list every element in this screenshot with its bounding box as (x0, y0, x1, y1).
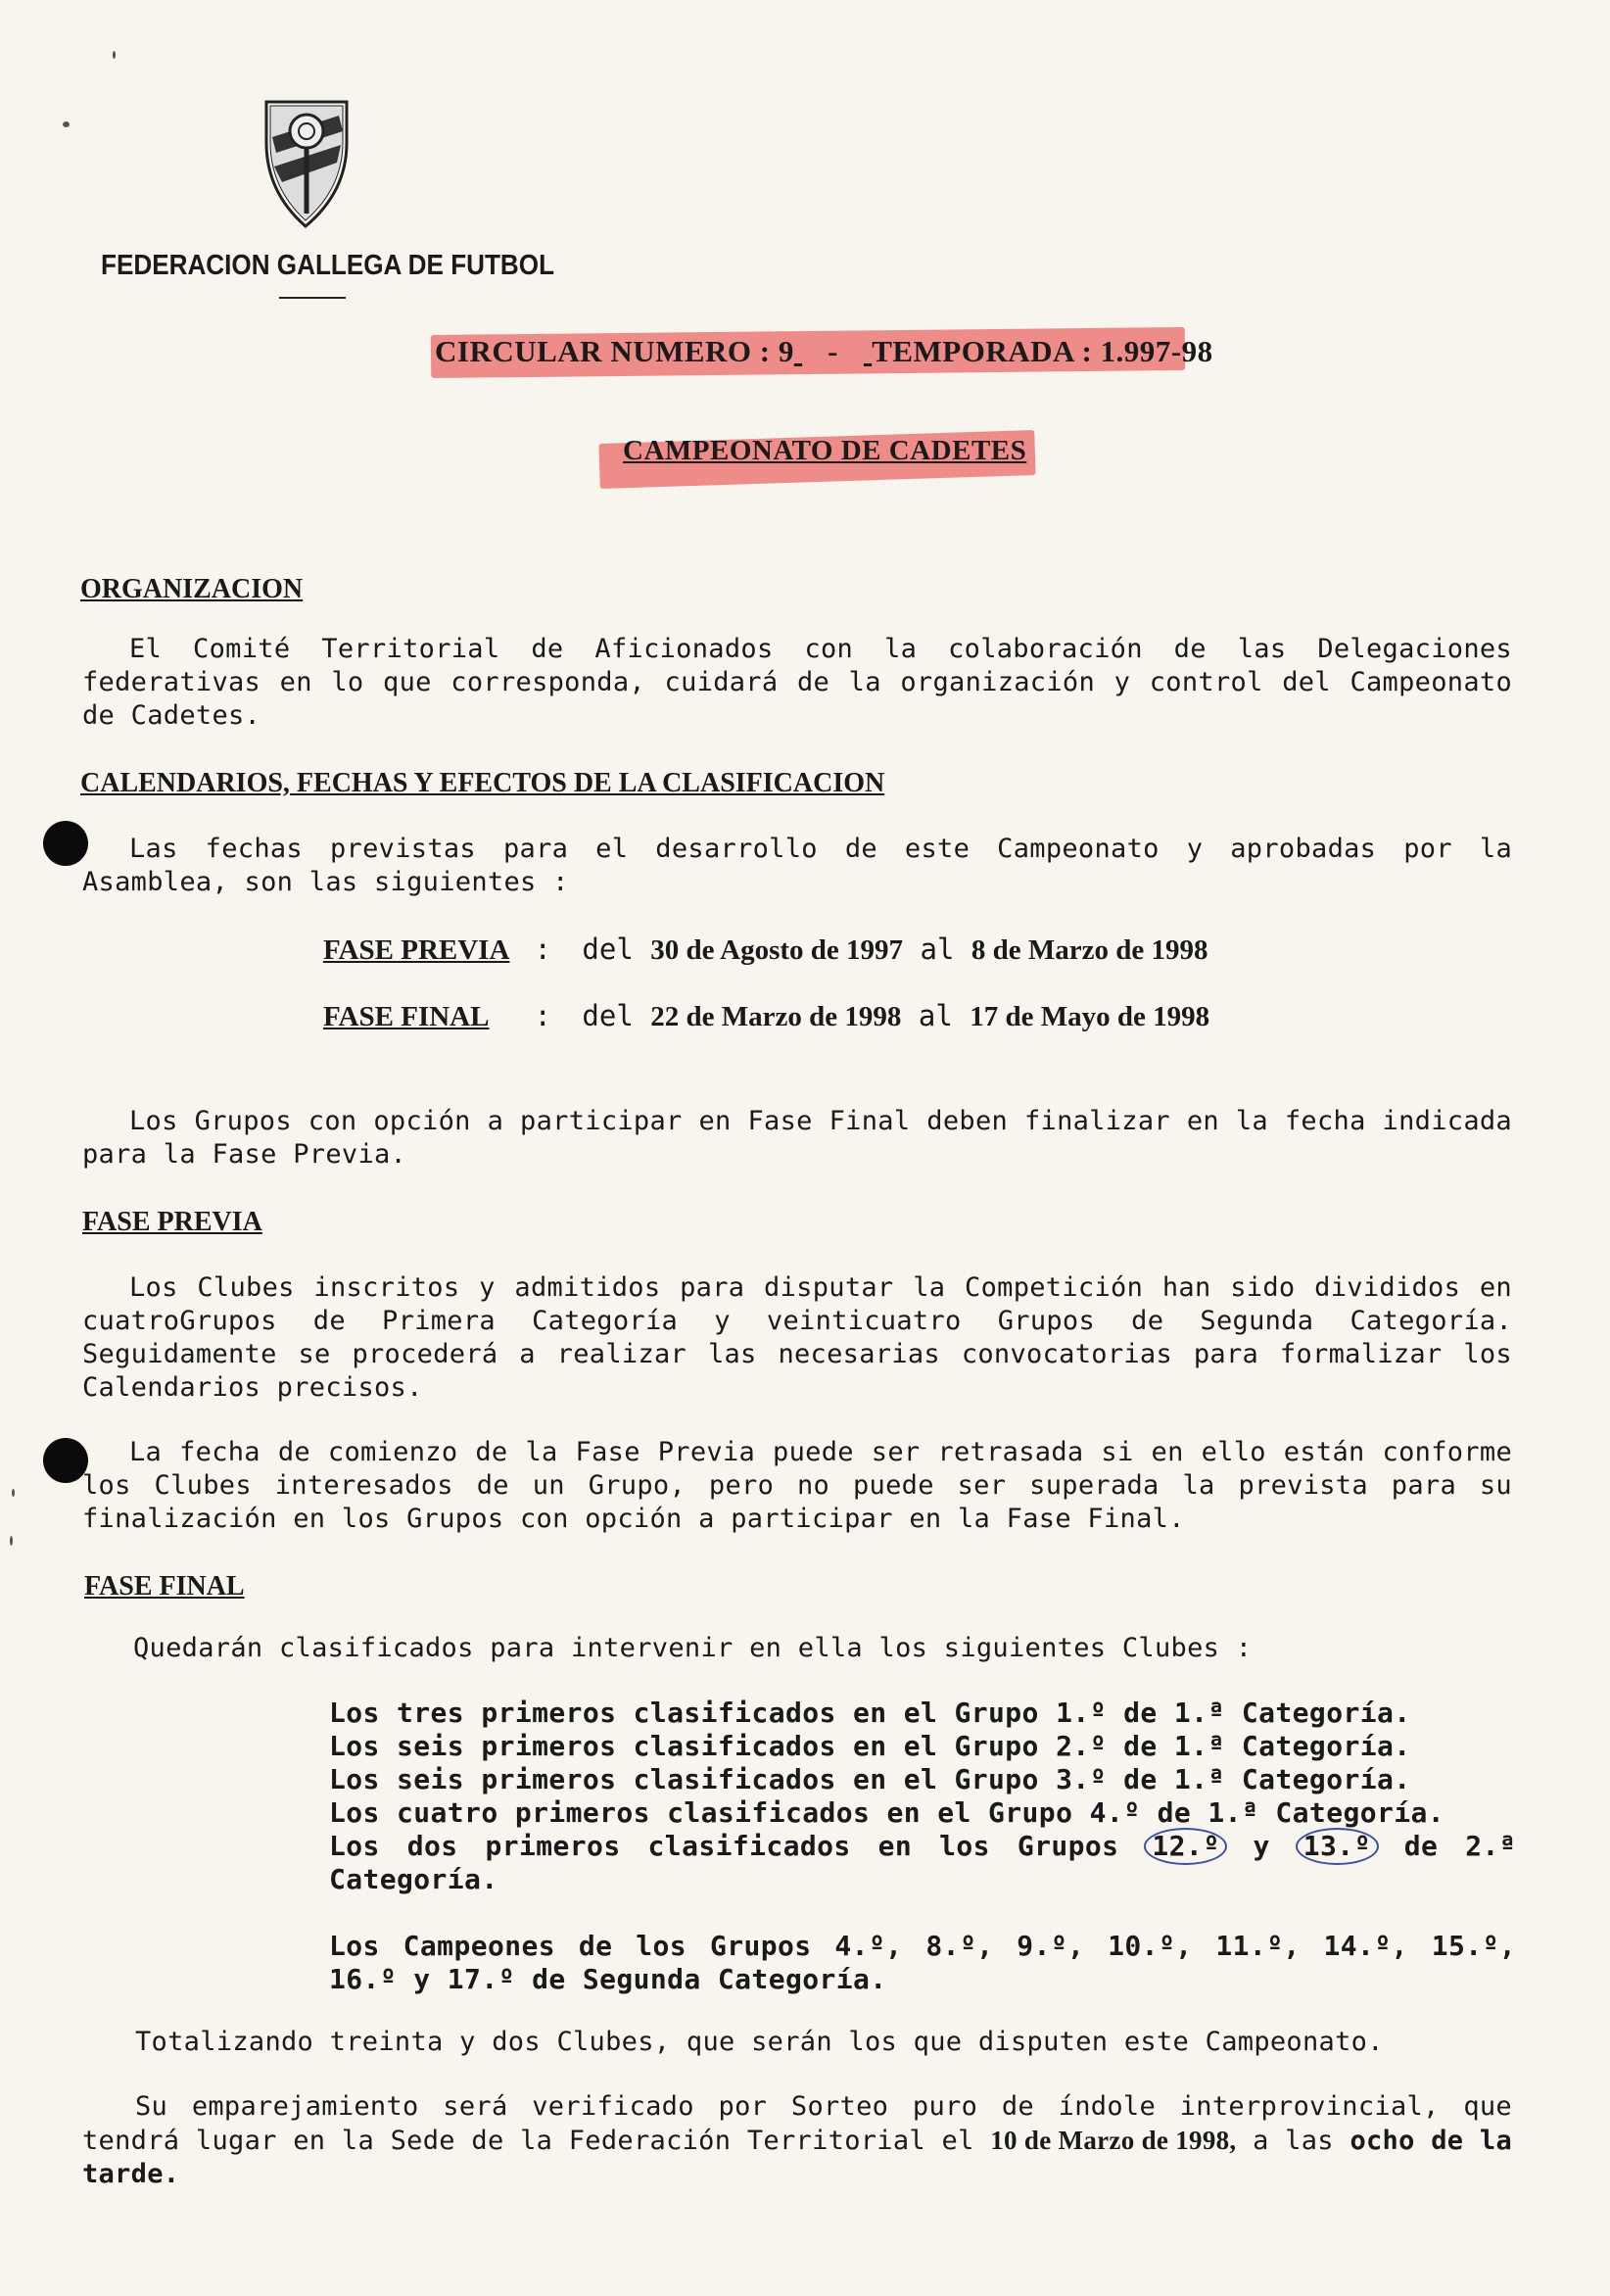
fase-final-dates: FASE FINAL : del 22 de Marzo de 1998 al 17 de Mayo de 1998 (323, 999, 1210, 1032)
scan-speck (10, 1536, 13, 1546)
heading-calendarios: CALENDARIOS, FECHAS Y EFECTOS DE LA CLASIFICACION (80, 768, 885, 798)
heading-fase-final: FASE FINAL (84, 1571, 245, 1602)
championship-title: CAMPEONATO DE CADETES (623, 435, 1027, 466)
fase-final-start: 22 de Marzo de 1998 (650, 1001, 902, 1032)
heading-fase-previa: FASE PREVIA (82, 1207, 262, 1237)
club-line: Los cuatro primeros clasificados en el Grupo 4.º de 1.ª Categoría. (329, 1796, 1444, 1829)
fase-previa-dates: FASE PREVIA : del 30 de Agosto de 1997 al 8 de Marzo de 1998 (323, 933, 1208, 966)
club-line: Los dos primeros clasificados en los Grupos 12.º y 13.º de 2.ª Categoría. (329, 1830, 1516, 1895)
divider (279, 297, 346, 299)
calendarios-intro: Las fechas previstas para el desarrollo de este Campeonato y aprobadas por la Asamblea, son las siguientes : (82, 834, 1512, 897)
fase-previa-start: 30 de Agosto de 1997 (650, 934, 904, 966)
circular-number: CIRCULAR NUMERO : 9 (435, 334, 794, 368)
fase-previa-end: 8 de Marzo de 1998 (971, 934, 1208, 966)
scan-speck (113, 51, 116, 59)
heading-organizacion: ORGANIZACION (80, 574, 304, 604)
season: TEMPORADA : 1.997-98 (872, 334, 1213, 368)
circular-title (435, 334, 1213, 369)
club-line: Los seis primeros clasificados en el Grupo 2.º de 1.ª Categoría. (329, 1730, 1411, 1762)
organization-name: FEDERACION GALLEGA DE FUTBOL (101, 250, 555, 281)
organizacion-paragraph: El Comité Territorial de Aficionados con la colaboración de las Delegaciones federativas en lo que corresponda, cuidará de la organización y control del Campeonato de Cadetes. (82, 634, 1512, 731)
fase-previa-paragraph-2: La fecha de comienzo de la Fase Previa puede ser retrasada si en ello están conforme los Clubes interesados de un Grupo, pero no puede ser superada la prevista para su finalización en los Grupos con opción a participar en la Fase Final. (82, 1437, 1512, 1534)
fase-previa-paragraph-1: Los Clubes inscritos y admitidos para disputar la Competición han sido divididos en cuatroGrupos de Primera Categoría y veinticuatro Grupos de Segunda Categoría. Seguidamente se procederá a realizar las necesarias convocatorias para formalizar los Calendarios precisos. (82, 1272, 1512, 1403)
calendarios-note: Los Grupos con opción a participar en Fase Final deben finalizar en la fecha indicada para la Fase Previa. (82, 1106, 1512, 1170)
federation-shield-icon (262, 98, 351, 230)
fase-previa-label: FASE PREVIA (323, 934, 510, 966)
qualified-clubs-list (329, 1697, 1516, 1896)
fase-final-label: FASE FINAL (323, 1001, 490, 1032)
fase-final-intro: Quedarán clasificados para intervenir en ella los siguientes Clubes : (133, 1633, 1253, 1663)
title-dash: - (828, 334, 838, 368)
scan-speck (63, 121, 70, 127)
fase-final-end: 17 de Mayo de 1998 (970, 1001, 1210, 1032)
group-champions: Los Campeones de los Grupos 4.º, 8.º, 9.º, 10.º, 11.º, 14.º, 15.º, 16.º y 17.º de Segunda Categoría. (329, 1930, 1516, 1995)
scan-speck (12, 1489, 15, 1497)
total-clubs: Totalizando treinta y dos Clubes, que serán los que disputen este Campeonato. (135, 2027, 1384, 2057)
circled-group: 12.º (1144, 1828, 1227, 1865)
club-line: Los seis primeros clasificados en el Grupo 3.º de 1.ª Categoría. (329, 1763, 1411, 1795)
draw-paragraph: Su emparejamiento será verificado por Sorteo puro de índole interprovincial, que tendrá lugar en la Sede de la Federación Territorial el 10 de Marzo de 1998, a las ocho de la tarde. (82, 2091, 1513, 2189)
club-line: Los tres primeros clasificados en el Grupo 1.º de 1.ª Categoría. (329, 1697, 1411, 1729)
circled-group: 13.º (1296, 1828, 1379, 1865)
